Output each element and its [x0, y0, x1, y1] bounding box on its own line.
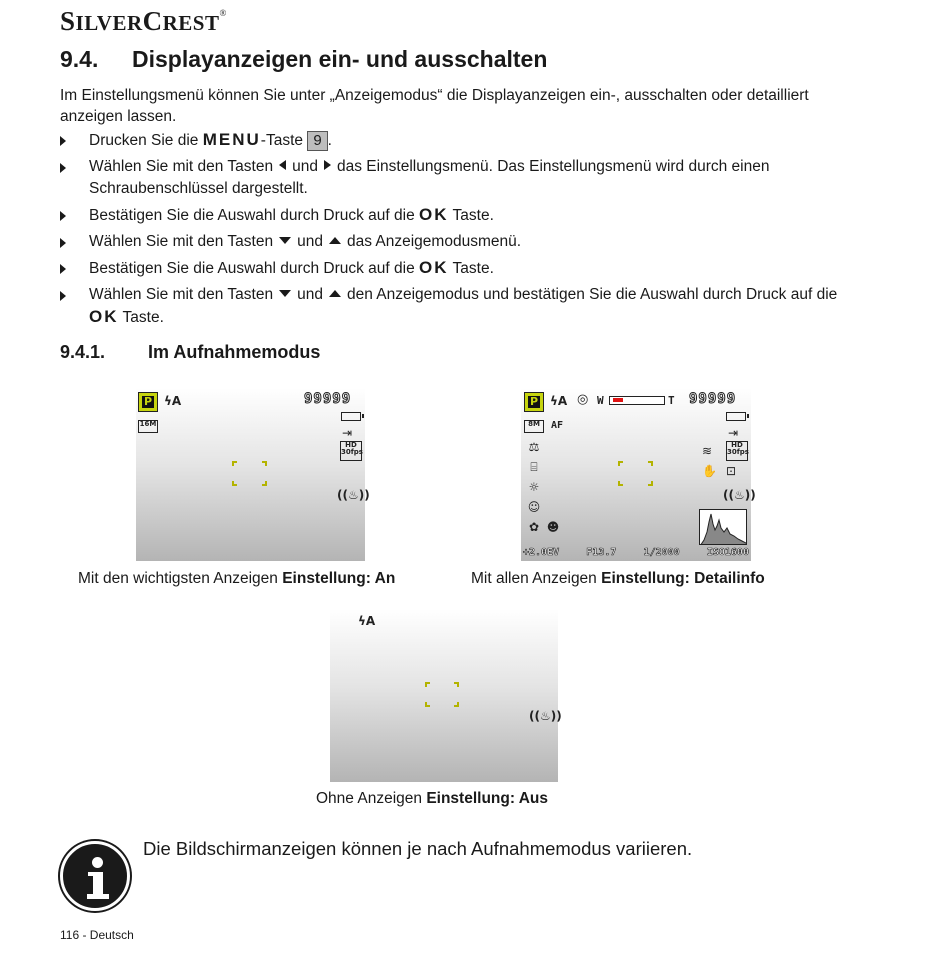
list-item: Wählen Sie mit den Tasten und das Einstellungsmenü. Das Einstellungsmenü wird durch einen Schraubenschlüssel dargestellt. — [60, 156, 850, 200]
stabilizer-icon: ((♨)) — [723, 488, 756, 502]
focus-frame-corner — [618, 481, 623, 486]
aperture-value: F13.7 — [586, 547, 617, 558]
up-arrow-icon — [329, 290, 341, 297]
program-mode-icon: P — [138, 392, 158, 412]
anti-shake-icon: ✋ — [702, 464, 717, 478]
shot-counter: 99999 — [304, 391, 352, 407]
metering-icon: ⌸ — [530, 460, 538, 474]
camera-screen-detail — [521, 388, 756, 561]
resolution-icon: 16M — [138, 420, 158, 433]
battery-icon — [341, 412, 361, 421]
stabilizer-icon: ((♨)) — [337, 488, 370, 502]
date-stamp-icon: ⊡ — [726, 464, 737, 478]
list-item: Bestätigen Sie die Auswahl durch Druck auf die OK Taste. — [60, 257, 850, 280]
focus-frame-corner — [232, 481, 237, 486]
caption-off: Ohne Anzeigen Einstellung: Aus — [316, 790, 549, 807]
section-number: 9.4. — [60, 46, 99, 72]
flash-auto-icon: ϟA — [550, 394, 568, 408]
zoom-tele-label: T — [668, 394, 675, 407]
focus-frame-corner — [618, 461, 623, 466]
af-mode-icon: AF — [551, 420, 564, 431]
list-item: Wählen Sie mit den Tasten und das Anzeigemodusmenü. — [60, 231, 850, 253]
page-footer: 116 - Deutsch — [60, 928, 134, 942]
subsection-title: Im Aufnahmemodus — [148, 342, 321, 362]
scene-icon: ≋ — [702, 444, 713, 458]
info-note: Die Bildschirmanzeigen können je nach Aufnahmemodus variieren. — [143, 838, 693, 859]
focus-frame-corner — [648, 481, 653, 486]
resolution-icon: 8M — [524, 420, 544, 433]
ok-key-label: OK — [419, 258, 449, 277]
brightness-icon: ☼ — [528, 480, 540, 494]
key-number-badge: 9 — [307, 131, 327, 151]
histogram-graph — [700, 510, 747, 545]
focus-frame-corner — [454, 682, 459, 687]
menu-key-label: MENU — [202, 130, 261, 149]
focus-frame-corner — [425, 682, 430, 687]
section-heading — [60, 46, 547, 73]
list-item: Wählen Sie mit den Tasten und den Anzeigemodus und bestätigen Sie die Auswahl durch Druck auf die OK Taste. — [60, 284, 850, 329]
storage-icon: ⇥ — [728, 426, 739, 440]
caption-detail: Mit allen Anzeigen Einstellung: Detailinfo — [471, 570, 765, 587]
shot-counter: 99999 — [689, 391, 737, 407]
flash-auto-icon: ϟA — [164, 394, 182, 408]
list-item: Bestätigen Sie die Auswahl durch Druck auf die OK Taste. — [60, 204, 850, 227]
silvercrest-logo: SILVERCREST® — [60, 6, 227, 36]
up-arrow-icon — [329, 237, 341, 244]
focus-frame-corner — [425, 702, 430, 707]
bullet-arrow-icon — [60, 291, 66, 301]
macro-icon: ✿ — [528, 520, 540, 534]
subsection-heading — [60, 342, 320, 363]
exposure-info-bar — [523, 547, 749, 558]
instruction-list — [60, 129, 850, 333]
battery-icon — [726, 412, 746, 421]
caption-on: Mit den wichtigsten Anzeigen Einstellung: An — [78, 570, 396, 587]
stabilizer-icon: ((♨)) — [529, 709, 562, 723]
camera-screen-on — [136, 388, 370, 561]
focus-frame-corner — [262, 481, 267, 486]
ok-key-label: OK — [419, 205, 449, 224]
bullet-arrow-icon — [60, 238, 66, 248]
right-arrow-icon — [324, 160, 331, 170]
zoom-bar — [609, 396, 665, 405]
flash-auto-icon: ϟA — [358, 614, 376, 628]
histogram — [699, 509, 747, 545]
info-icon — [60, 841, 130, 911]
list-item: Drucken Sie die MENU-Taste 9 . — [60, 129, 850, 152]
down-arrow-icon — [279, 237, 291, 244]
zoom-wide-label: W — [597, 394, 604, 407]
bullet-arrow-icon — [60, 211, 66, 221]
camera-screen-off — [330, 609, 562, 782]
video-quality-icon: HD 30fps — [726, 441, 748, 461]
ok-key-label: OK — [89, 307, 119, 326]
ev-value: +2.0EV — [523, 547, 560, 558]
iso-value: ISO1600 — [706, 547, 749, 558]
white-balance-icon: ⚖ — [528, 440, 540, 454]
subsection-number: 9.4.1. — [60, 342, 106, 362]
zoom-level-fill — [613, 398, 623, 402]
face-detection-icon: ☺ — [527, 500, 541, 514]
focus-frame-corner — [454, 702, 459, 707]
bullet-arrow-icon — [60, 136, 66, 146]
bullet-arrow-icon — [60, 264, 66, 274]
focus-frame-corner — [648, 461, 653, 466]
focus-frame-corner — [262, 461, 267, 466]
self-timer-icon: ◎ — [577, 392, 589, 407]
intro-paragraph: Im Einstellungsmenü können Sie unter „Anzeigemodus“ die Displayanzeigen ein-, ausschalten oder detailliert anzeigen lassen. — [60, 87, 809, 125]
storage-icon: ⇥ — [342, 426, 353, 440]
focus-frame-corner — [232, 461, 237, 466]
down-arrow-icon — [279, 290, 291, 297]
shutter-value: 1/2000 — [643, 547, 680, 558]
section-title: Displayanzeigen ein- und ausschalten — [132, 46, 548, 72]
smile-shot-icon: ☻ — [546, 520, 560, 534]
left-arrow-icon — [279, 160, 286, 170]
program-mode-icon: P — [524, 392, 544, 412]
video-quality-icon: HD 30fps — [340, 441, 362, 461]
bullet-arrow-icon — [60, 163, 66, 173]
